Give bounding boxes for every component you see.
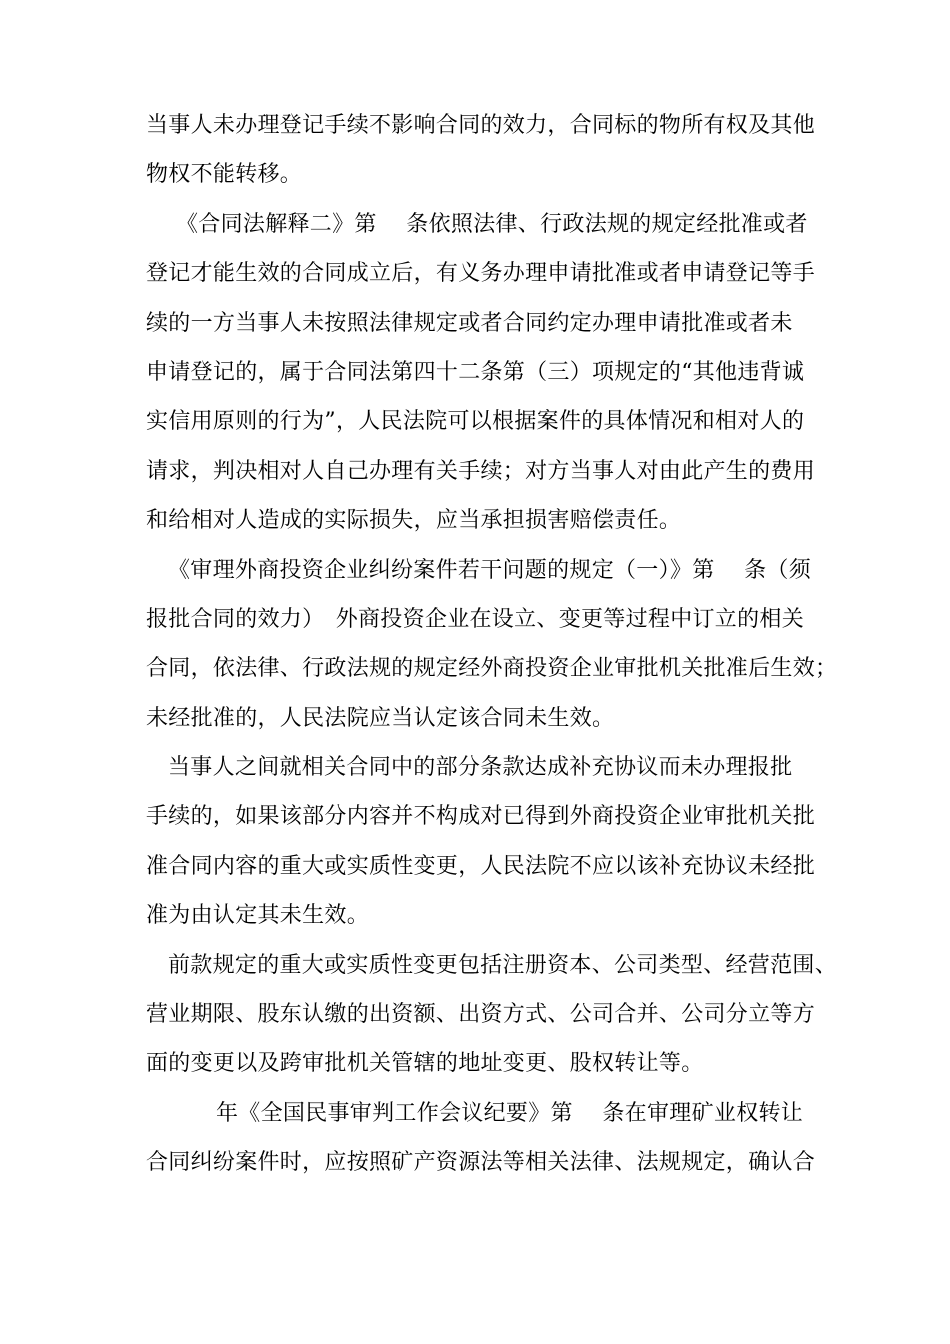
text-line: 实信用原则的行为”，人民法院可以根据案件的具体情况和相对人的 bbox=[146, 409, 805, 435]
text-line: 请求，判决相对人自己办理有关手续；对方当事人对由此产生的费用 bbox=[146, 458, 816, 484]
text-line: 报批合同的效力） 外商投资企业在设立、变更等过程中订立的相关 bbox=[146, 606, 805, 632]
text-line: 前款规定的重大或实质性变更包括注册资本、公司类型、经营范围、 bbox=[168, 952, 838, 978]
text-line: 准为由认定其未生效。 bbox=[146, 903, 370, 929]
text-line: 当事人未办理登记手续不影响合同的效力，合同标的物所有权及其他 bbox=[146, 113, 816, 138]
text-line: 合同纠纷案件时，应按照矿产资源法等相关法律、法规规定，确认合 bbox=[146, 1150, 816, 1176]
text-line: 营业期限、股东认缴的出资额、出资方式、公司合并、公司分立等方 bbox=[146, 1002, 816, 1028]
text-line: 《合同法解释二》第 条依照法律、行政法规的规定经批准或者 bbox=[176, 211, 808, 237]
document-body bbox=[146, 112, 838, 1199]
text-line: 当事人之间就相关合同中的部分条款达成补充协议而未办理报批 bbox=[168, 755, 793, 781]
text-line: 合同，依法律、行政法规的规定经外商投资企业审批机关批准后生效； bbox=[146, 656, 838, 682]
text-line: 未经批准的，人民法院应当认定该合同未生效。 bbox=[146, 705, 615, 731]
text-line: 年《全国民事审判工作会议纪要》第 条在审理矿业权转让 bbox=[216, 1100, 804, 1126]
text-line: 准合同内容的重大或实质性变更，人民法院不应以该补充协议未经批 bbox=[146, 853, 816, 879]
text-line: 物权不能转移。 bbox=[146, 162, 303, 188]
text-line: 和给相对人造成的实际损失，应当承担损害赔偿责任。 bbox=[146, 508, 682, 534]
text-line: 《审理外商投资企业纠纷案件若干问题的规定（一）》第 条（须 bbox=[168, 557, 811, 583]
text-line: 续的一方当事人未按照法律规定或者合同约定办理申请批准或者未 bbox=[146, 310, 793, 336]
text-line: 申请登记的，属于合同法第四十二条第（三）项规定的“其他违背诚 bbox=[146, 359, 805, 385]
text-line: 面的变更以及跨审批机关管辖的地址变更、股权转让等。 bbox=[146, 1051, 704, 1077]
text-line: 手续的，如果该部分内容并不构成对已得到外商投资企业审批机关批 bbox=[146, 804, 816, 830]
text-line: 登记才能生效的合同成立后，有义务办理申请批准或者申请登记等手 bbox=[146, 261, 816, 287]
